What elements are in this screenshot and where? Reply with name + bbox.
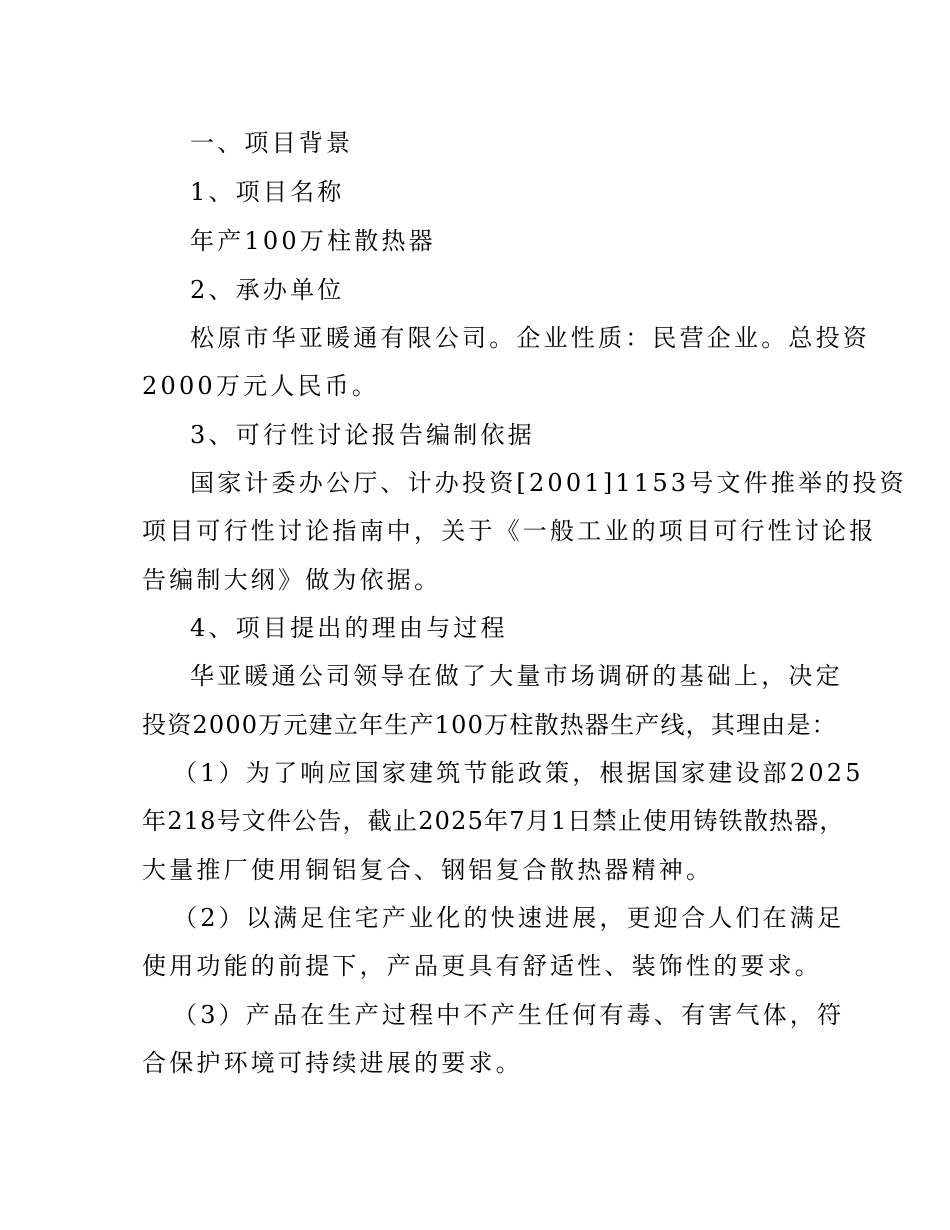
subsection-heading-reasons: 4、项目提出的理由与过程 bbox=[190, 614, 508, 642]
basis-text-line: 告编制大纲》做为依据。 bbox=[142, 566, 442, 594]
reason-1-line: （1）为了响应国家建筑节能政策，根据国家建设部2025 bbox=[173, 759, 864, 787]
subsection-heading-organizer: 2、承办单位 bbox=[190, 276, 345, 304]
organizer-text-line: 2000万元人民币。 bbox=[142, 372, 380, 400]
basis-text-line: 项目可行性讨论指南中，关于《一般工业的项目可行性讨论报 bbox=[142, 517, 877, 545]
reasons-intro-line: 华亚暖通公司领导在做了大量市场调研的基础上，决定 bbox=[190, 662, 843, 690]
reasons-intro-line: 投资2000万元建立年生产100万柱散热器生产线，其理由是： bbox=[142, 711, 837, 739]
project-name-text: 年产100万柱散热器 bbox=[190, 227, 436, 255]
reason-3-line: （3）产品在生产过程中不产生任何有毒、有害气体，符 bbox=[173, 1001, 845, 1029]
subsection-heading-basis: 3、可行性讨论报告编制依据 bbox=[190, 421, 535, 449]
organizer-text-line: 松原市华亚暖通有限公司。企业性质：民营企业。总投资 bbox=[190, 324, 870, 352]
basis-text-line: 国家计委办公厅、计办投资[2001]1153号文件推举的投资 bbox=[190, 469, 907, 497]
reason-3-line: 合保护环境可持续进展的要求。 bbox=[142, 1049, 523, 1077]
reason-1-line: 大量推厂使用铜铝复合、钢铝复合散热器精神。 bbox=[142, 856, 714, 884]
reason-2-line: 使用功能的前提下，产品更具有舒适性、装饰性的要求。 bbox=[142, 952, 822, 980]
reason-1-line: 年218号文件公告，截止2025年7月1日禁止使用铸铁散热器， bbox=[142, 807, 845, 835]
reason-2-line: （2）以满足住宅产业化的快速进展，更迎合人们在满足 bbox=[173, 904, 845, 932]
section-heading: 一、项目背景 bbox=[190, 129, 354, 157]
subsection-heading-project-name: 1、项目名称 bbox=[190, 178, 345, 206]
